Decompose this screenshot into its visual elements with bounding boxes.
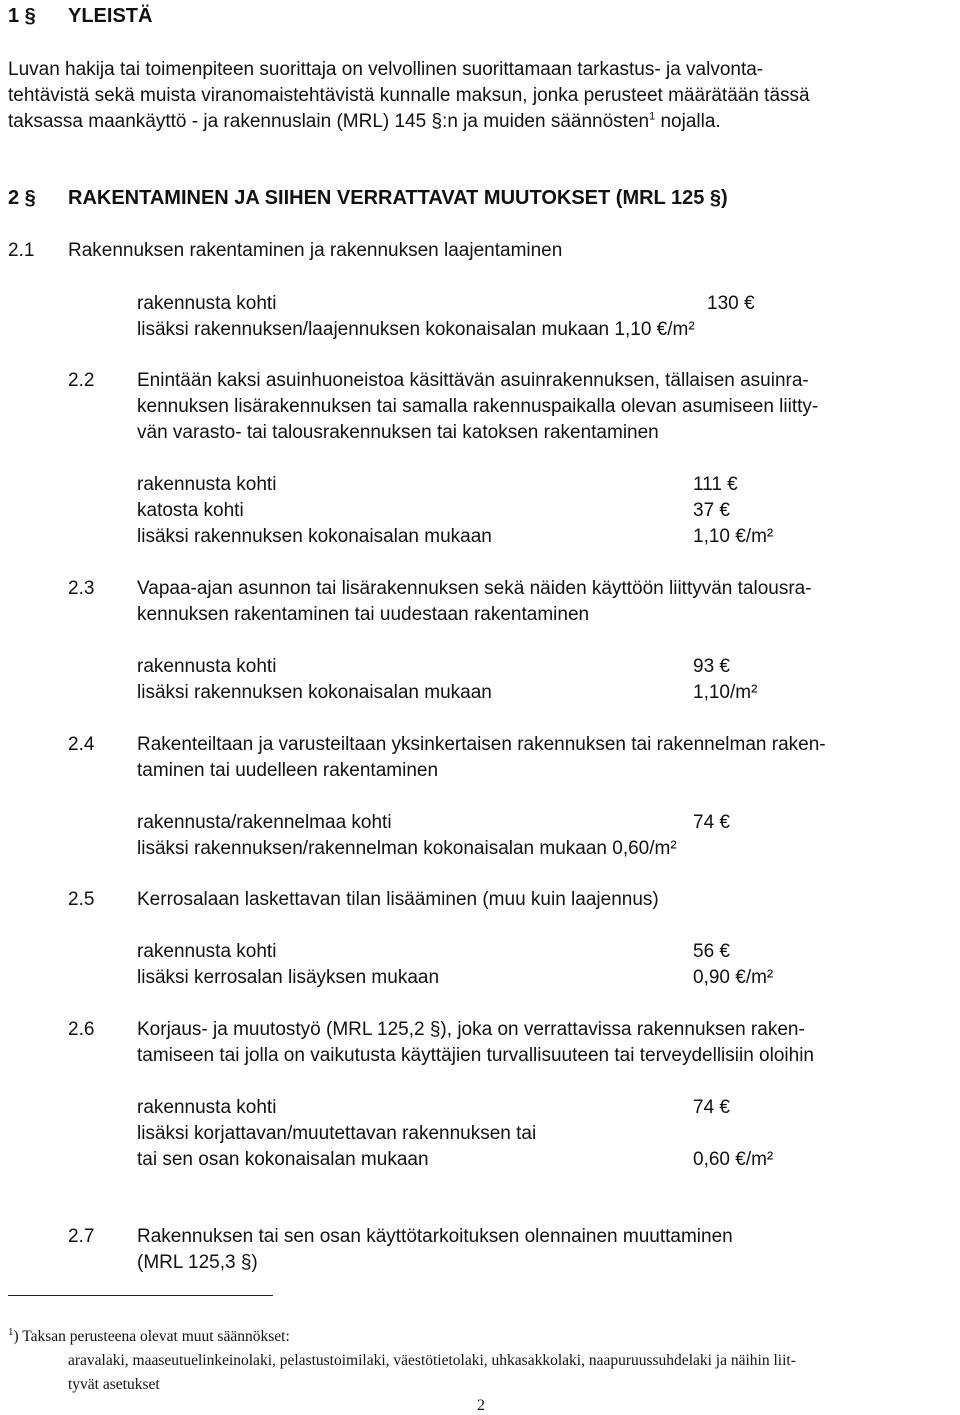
fee-value: 130 € <box>707 293 755 314</box>
fee-label: rakennusta kohti <box>137 474 277 495</box>
footnote-divider <box>8 1295 273 1296</box>
paragraph-line-text: taksassa maankäyttö - ja rakennuslain (MRL) 145 §:n ja muiden säännösten <box>8 111 650 132</box>
fee-label: katosta kohti <box>137 500 244 521</box>
item-number: 2.2 <box>68 370 95 391</box>
item-number: 2.3 <box>68 578 95 599</box>
fee-label: tai sen osan kokonaisalan mukaan <box>137 1149 429 1170</box>
section-1-paragraph <box>8 57 953 135</box>
fee-value: 56 € <box>693 941 730 962</box>
footnote-marker: 1 <box>8 1325 14 1338</box>
item-number: 2.4 <box>68 734 95 755</box>
footnote-line: aravalaki, maaseutuelinkeinolaki, pelastustoimilaki, väestötietolaki, uhkasakkolaki, naapuruussuhdelaki ja näihin liit- <box>68 1352 796 1369</box>
item-number: 2.6 <box>68 1019 95 1040</box>
fee-value: 37 € <box>693 500 730 521</box>
fee-value: 1,10 €/m² <box>693 526 774 547</box>
fee-label: lisäksi rakennuksen kokonaisalan mukaan <box>137 526 492 547</box>
fee-label: lisäksi rakennuksen/laajennuksen kokonaisalan mukaan 1,10 €/m² <box>137 319 695 340</box>
paragraph-line <box>8 109 953 135</box>
fee-label: rakennusta kohti <box>137 293 277 314</box>
paragraph-line: tehtävistä sekä muista viranomaistehtävistä kunnalle maksun, jonka perusteet määrätään tässä <box>8 85 810 106</box>
fee-value: 74 € <box>693 1097 730 1118</box>
item-description: kennuksen rakentaminen tai uudestaan rakentaminen <box>137 604 590 625</box>
footnote-title <box>8 1325 290 1346</box>
item-description: Kerrosalaan laskettavan tilan lisääminen (muu kuin laajennus) <box>137 889 659 910</box>
item-description: Rakennuksen tai sen osan käyttötarkoituksen olennainen muuttaminen <box>137 1226 733 1247</box>
section-1-title: YLEISTÄ <box>68 5 153 27</box>
item-description: taminen tai uudelleen rakentaminen <box>137 760 439 781</box>
item-description: Korjaus- ja muutostyö (MRL 125,2 §), joka on verrattavissa rakennuksen raken- <box>137 1019 805 1040</box>
item-number: 2.1 <box>8 240 35 261</box>
fee-value: 93 € <box>693 656 730 677</box>
footnote-reference: 1 <box>649 110 656 123</box>
section-2-number: 2 § <box>8 187 36 209</box>
fee-value: 74 € <box>693 812 730 833</box>
item-description: Enintään kaksi asuinhuoneistoa käsittävän asuinrakennuksen, tällaisen asuinra- <box>137 370 809 391</box>
fee-value: 111 € <box>693 474 738 495</box>
page-number: 2 <box>477 1397 485 1414</box>
fee-value: 0,90 €/m² <box>693 967 774 988</box>
section-2-title: RAKENTAMINEN JA SIIHEN VERRATTAVAT MUUTOKSET (MRL 125 §) <box>68 187 728 209</box>
fee-label: rakennusta kohti <box>137 1097 277 1118</box>
item-description: Rakennuksen rakentaminen ja rakennuksen laajentaminen <box>68 240 563 261</box>
item-description: kennuksen lisärakennuksen tai samalla rakennuspaikalla olevan asumiseen liitty- <box>137 396 819 417</box>
item-description: vän varasto- tai talousrakennuksen tai katoksen rakentaminen <box>137 422 659 443</box>
item-description: (MRL 125,3 §) <box>137 1252 258 1273</box>
footnote-title-text: ) Taksan perusteena olevat muut säännökset: <box>13 1328 290 1345</box>
fee-value: 0,60 €/m² <box>693 1149 774 1170</box>
item-description: Rakenteiltaan ja varusteiltaan yksinkertaisen rakennuksen tai rakennelman raken- <box>137 734 826 755</box>
fee-label: lisäksi kerrosalan lisäyksen mukaan <box>137 967 440 988</box>
fee-value: 1,10/m² <box>693 682 758 703</box>
item-number: 2.7 <box>68 1226 95 1247</box>
paragraph-line-tail: nojalla. <box>655 111 721 132</box>
item-description: Vapaa-ajan asunnon tai lisärakennuksen sekä näiden käyttöön liittyvän talousra- <box>137 578 812 599</box>
fee-label: rakennusta kohti <box>137 941 277 962</box>
item-description: tamiseen tai jolla on vaikutusta käyttäjien turvallisuuteen tai terveydellisiin oloihin <box>137 1045 814 1066</box>
fee-label: lisäksi rakennuksen kokonaisalan mukaan <box>137 682 492 703</box>
footnote-line: tyvät asetukset <box>68 1376 160 1393</box>
fee-label: lisäksi korjattavan/muutettavan rakennuksen tai <box>137 1123 537 1144</box>
section-1-number: 1 § <box>8 5 36 27</box>
paragraph-line: Luvan hakija tai toimenpiteen suorittaja on velvollinen suorittamaan tarkastus- ja valvonta- <box>8 59 764 80</box>
fee-label: lisäksi rakennuksen/rakennelman kokonaisalan mukaan 0,60/m² <box>137 838 677 859</box>
fee-label: rakennusta/rakennelmaa kohti <box>137 812 392 833</box>
fee-label: rakennusta kohti <box>137 656 277 677</box>
item-number: 2.5 <box>68 889 95 910</box>
